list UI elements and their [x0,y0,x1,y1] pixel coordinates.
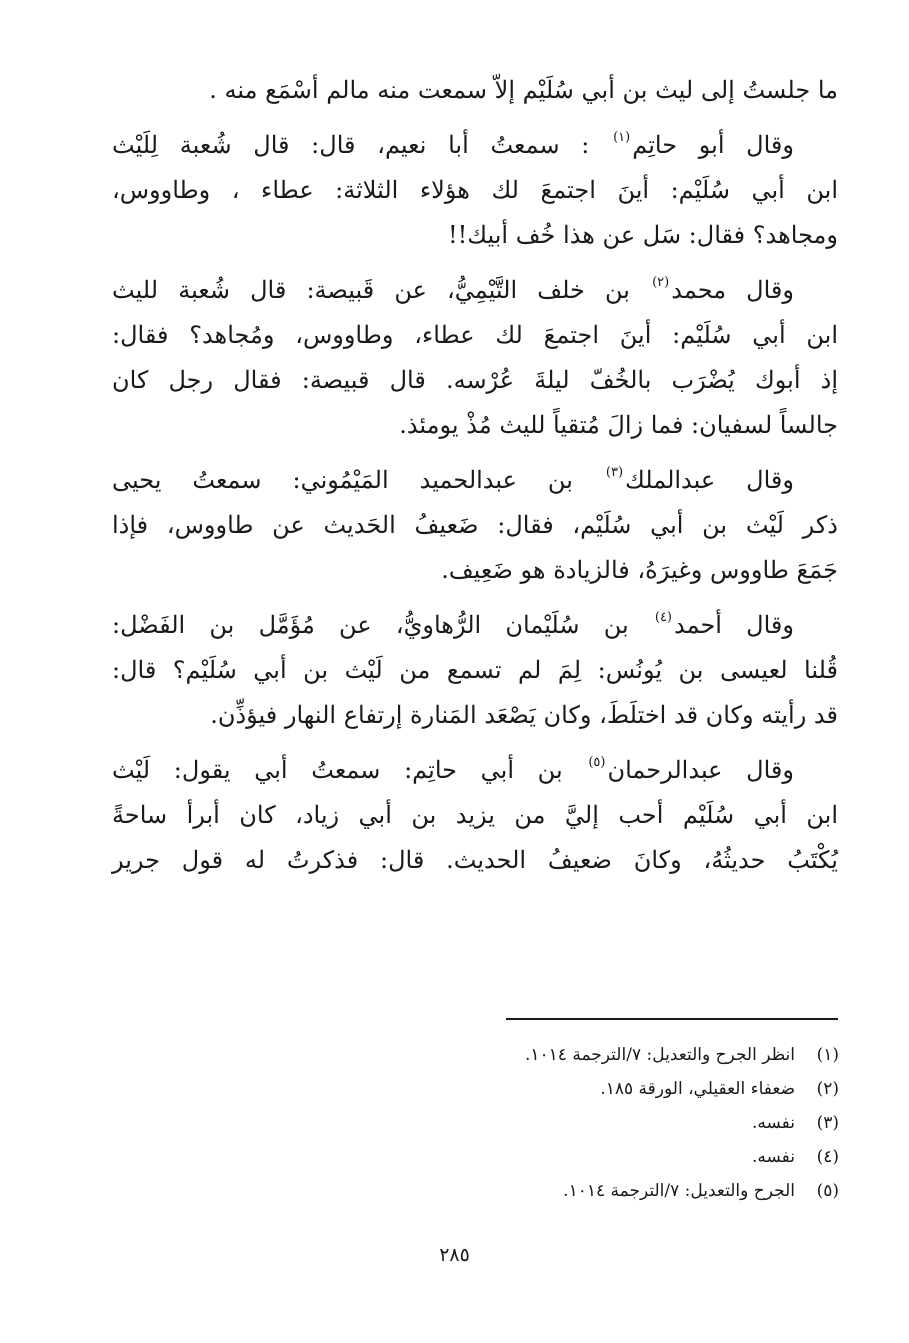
footnote-ref: (٤) [654,610,672,625]
text-line: ابن أبي سُلَيْم أحب إليَّ من يزيد بن أبي زياد، كان أبرأ ساحةً [112,801,838,829]
footnote-ref: (١) [613,130,631,145]
text-line: جَمَعَ طاووس وغيرَهُ، فالزيادة هو ضَعِيف. [441,556,838,584]
footnote-text: ضعفاء العقيلي، الورقة ١٨٥. [600,1079,795,1099]
footnote-item [239,1174,839,1208]
paragraph-3 [112,268,838,448]
footnotes [239,1038,839,1208]
text-line: قُلنا لعيسى بن يُونُس: لِمَ لم تسمع من لَيْث بن أبي سُلَيْم؟ قال: [112,656,838,684]
paragraph-6 [112,748,838,883]
paragraph-2 [112,123,838,258]
footnote-number: (٢) [816,1079,839,1099]
footnote-item [239,1106,839,1140]
text-line: وقال أحمد$^{(٤)}$ بن سُلَيْمان الرُّهاويُّ، عن مُؤَمَّل بن الفَضْل: [112,610,794,639]
paragraph-4 [112,458,838,593]
footnote-number: (٤) [816,1147,839,1167]
text-line: ابن أبي سُلَيْم: أينَ اجتمعَ لك عطاء، وطاووس، ومُجاهد؟ فقال: [112,321,838,349]
text-line: ابن أبي سُلَيْم: أينَ اجتمعَ لك هؤلاء الثلاثة: عطاء ، وطاووس، [112,176,838,204]
footnote-divider [506,1018,838,1020]
footnote-number: (٣) [816,1113,839,1133]
text-line: يُكْتَبُ حديثُهُ، وكانَ ضعيفُ الحديث. قال: فذكرتُ له قول جرير [112,846,838,874]
page-number: ٢٨٥ [439,1244,470,1266]
text-line: وقال عبدالرحمان$^{(٥)}$ بن أبي حاتِم: سمعتُ أبي يقول: لَيْث [112,755,794,784]
footnote-item [239,1072,839,1106]
paragraph-1 [112,68,838,113]
footnote-ref: (٥) [588,755,606,770]
text-line: وقال أبو حاتِم$^{(١)}$ : سمعتُ أبا نعيم، قال: قال شُعبة لِلَيْث [112,130,794,159]
footnote-text: انظر الجرح والتعديل: ٧/الترجمة ١٠١٤. [525,1045,795,1065]
text-line: ومجاهد؟ فقال: سَل عن هذا خُف أبيك!! [447,221,838,249]
footnote-ref: (٢) [652,275,670,290]
text-line: وقال محمد$^{(٢)}$ بن خلف التَّيْمِيُّ، عن قَبيصة: قال شُعبة لليث [112,275,794,304]
text-line: قد رأيته وكان قد اختلَطَ، وكان يَصْعَد المَنارة إرتفاع النهار فيؤذِّن. [210,701,838,729]
footnote-number: (١) [816,1045,839,1065]
footnote-number: (٥) [816,1181,839,1201]
text-line: ذكر لَيْث بن أبي سُلَيْم، فقال: ضَعيفُ الحَديث عن طاووس، فإذا [112,511,838,539]
main-text [112,68,838,893]
footnote-ref: (٣) [605,465,624,480]
footnote-item [239,1140,839,1174]
footnote-item [239,1038,839,1072]
text-line: ما جلستُ إلى ليث بن أبي سُلَيْم إلاّ سمعت منه مالم أسْمَع منه . [209,76,838,104]
text-line: جالساً لسفيان: فما زالَ مُتقياً لليث مُذْ يومئذ. [399,411,838,439]
text-line: إذ أبوك يُضْرَب بالخُفّ ليلةَ عُرْسه. قال قبيصة: فقال رجل كان [112,366,838,394]
footnote-text: الجرح والتعديل: ٧/الترجمة ١٠١٤. [563,1181,795,1201]
paragraph-5 [112,603,838,738]
text-line: وقال عبدالملك$^{(٣)}$ بن عبدالحميد المَيْمُوني: سمعتُ يحيى [112,465,794,494]
footnote-text: نفسه. [751,1147,795,1167]
footnote-text: نفسه. [751,1113,795,1133]
